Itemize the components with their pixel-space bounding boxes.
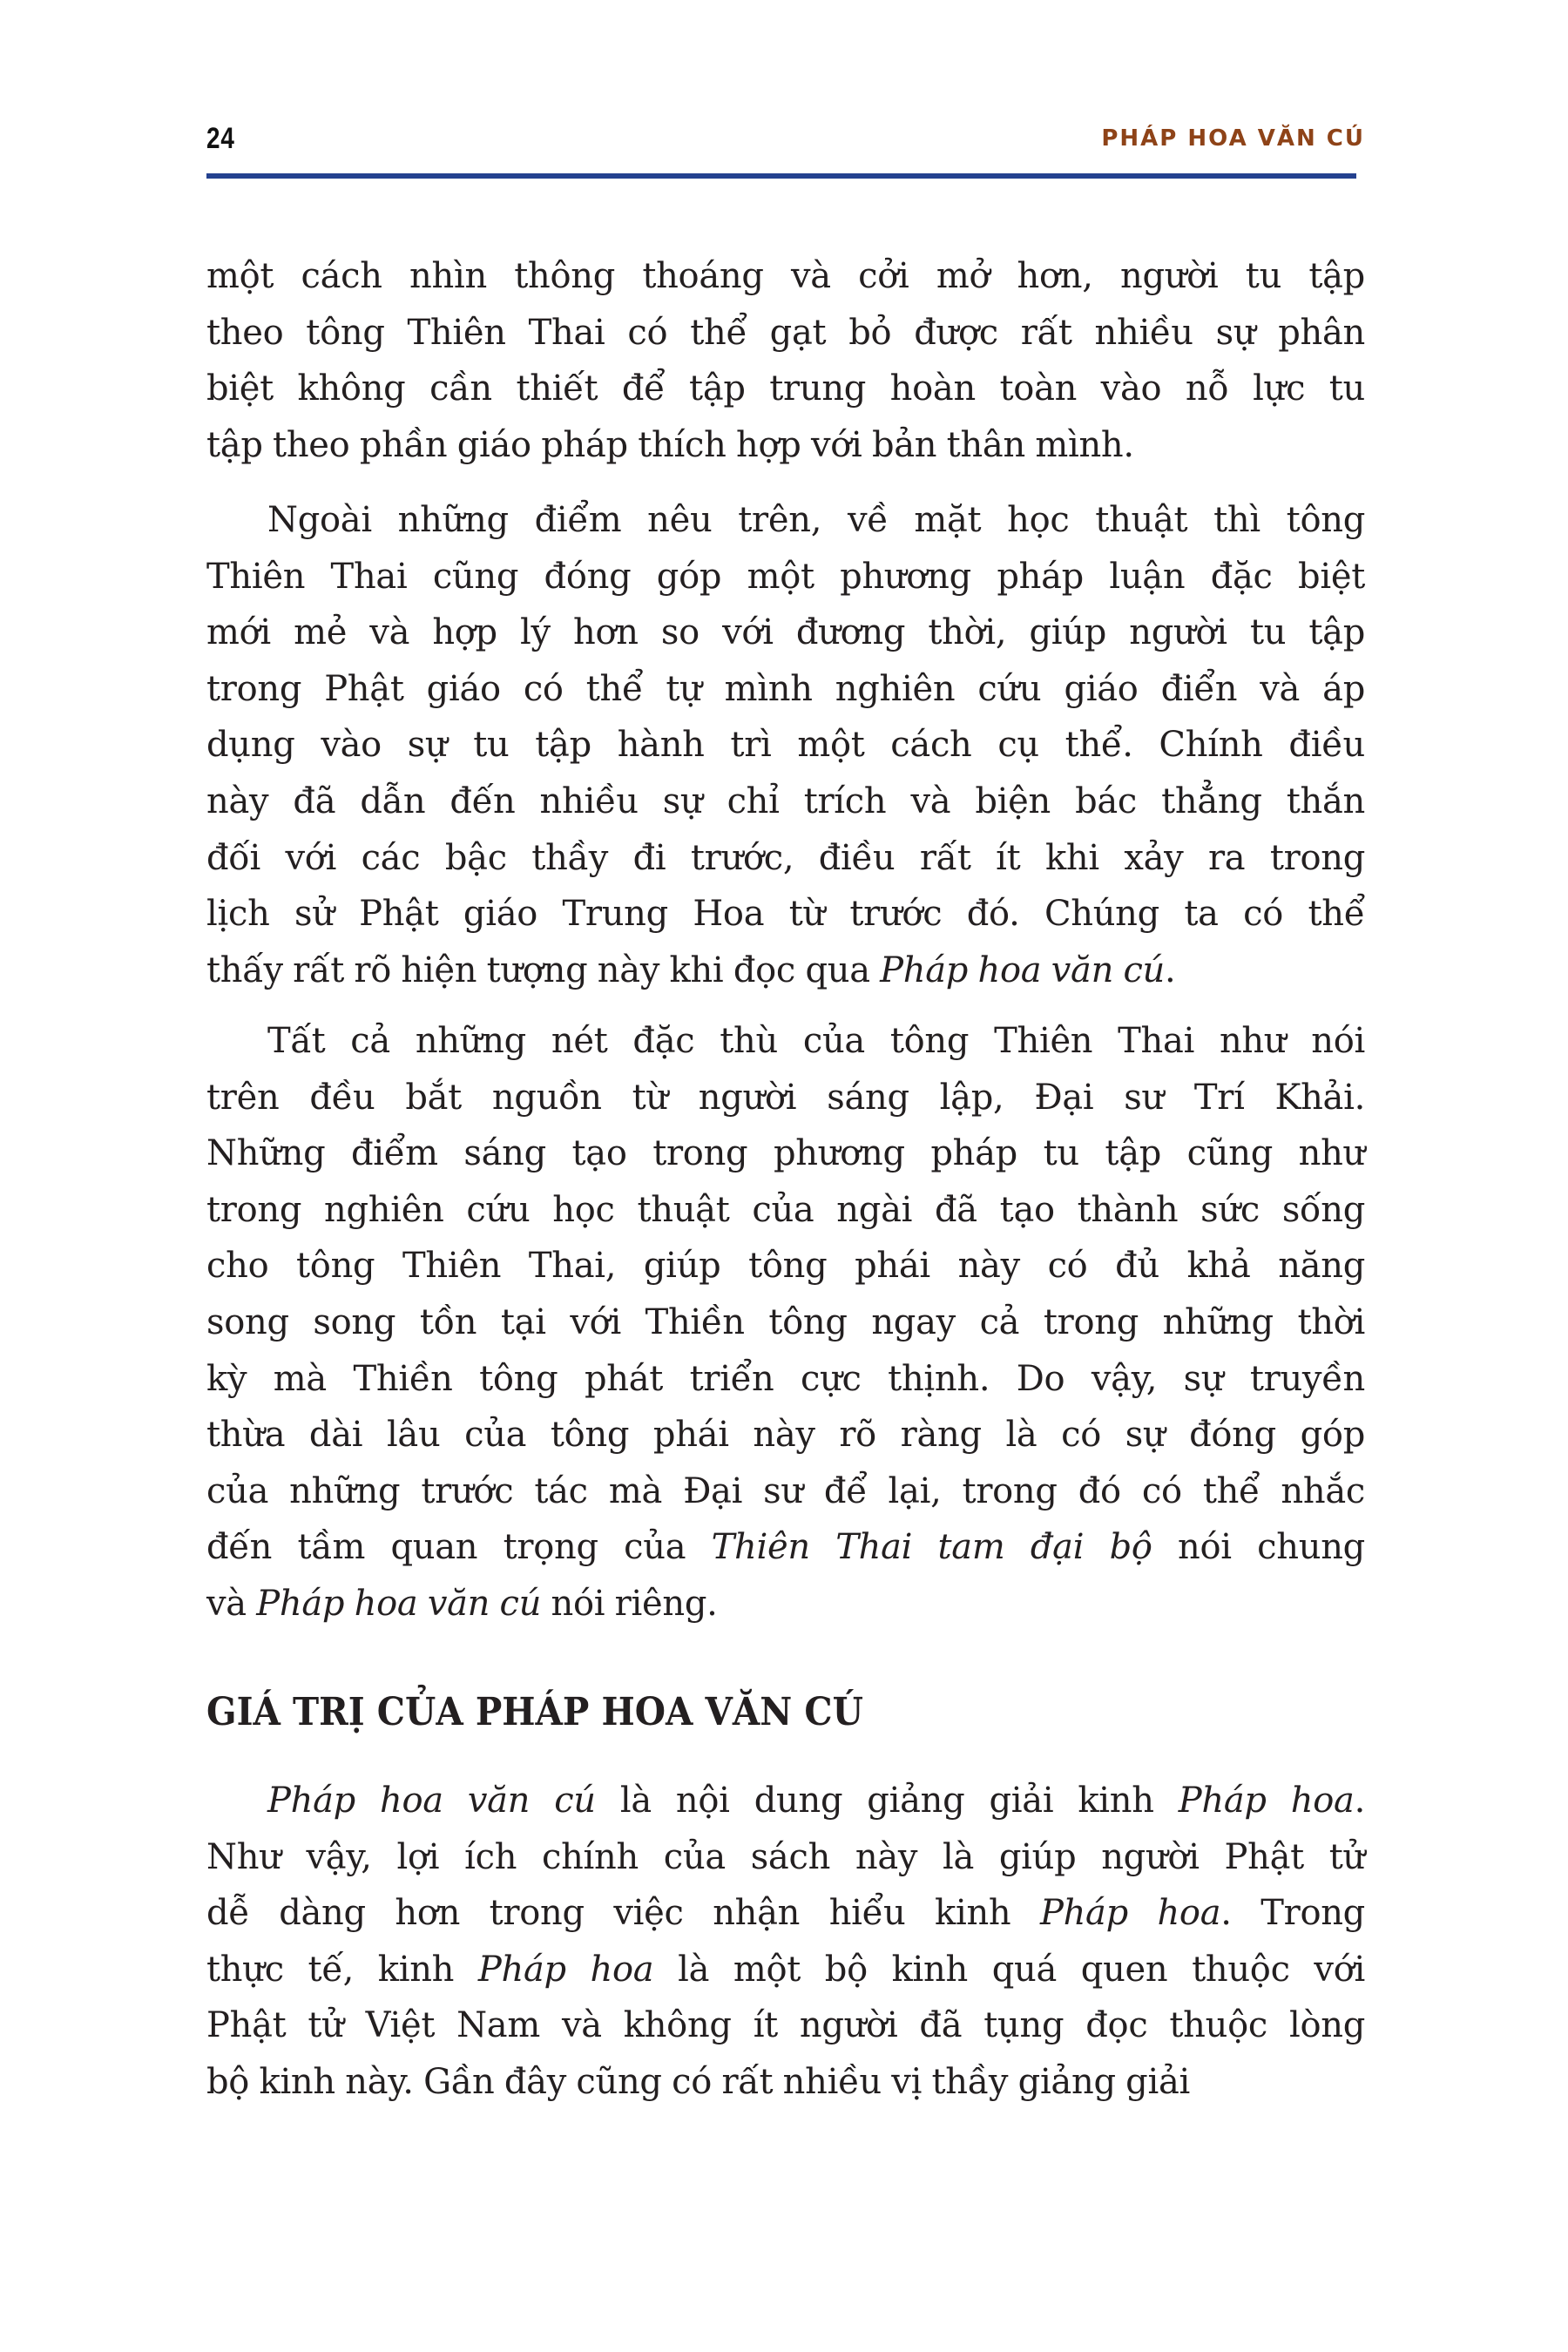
paragraph xyxy=(206,248,1365,473)
text-line xyxy=(206,1238,1365,1294)
text-run: kỳ mà Thiền tông phát triển cực thịnh. Do vậy, sự truyền xyxy=(206,1358,1365,1399)
header-rule xyxy=(206,173,1356,179)
page-number: 24 xyxy=(206,122,235,155)
text-run: và xyxy=(206,1583,257,1624)
italic-title: Pháp hoa văn cú xyxy=(267,1781,596,1821)
text-line xyxy=(206,1942,1365,1998)
text-run: dễ dàng hơn trong việc nhận hiểu kinh xyxy=(206,1893,1040,1934)
text-run: biệt không cần thiết để tập trung hoàn toàn vào nỗ lực tu xyxy=(206,368,1365,409)
text-run: của những trước tác mà Đại sư để lại, trong đó có thể nhắc xyxy=(206,1470,1365,1511)
italic-title: Pháp hoa văn cú xyxy=(880,950,1166,990)
text-run: là nội dung giảng giải kinh xyxy=(595,1781,1179,1821)
text-line xyxy=(206,605,1365,661)
text-line xyxy=(206,1294,1365,1351)
text-line xyxy=(206,774,1365,830)
text-line xyxy=(206,661,1365,718)
text-run: thấy rất rõ hiện tượng này khi đọc qua xyxy=(206,950,881,990)
text-run: theo tông Thiên Thai có thể gạt bỏ được rất nhiều sự phân xyxy=(206,312,1365,353)
text-run: cho tông Thiên Thai, giúp tông phái này có đủ khả năng xyxy=(206,1246,1365,1287)
text-run: . xyxy=(1354,1781,1365,1821)
running-head xyxy=(206,122,1365,164)
text-line xyxy=(206,1125,1365,1182)
text-line xyxy=(206,830,1365,887)
italic-title: Thiên Thai tam đại bộ xyxy=(711,1527,1152,1568)
text-run: này đã dẫn đến nhiều sự chỉ trích và biện bác thẳng thắn xyxy=(206,781,1365,821)
italic-title: Pháp hoa xyxy=(477,1949,654,1990)
text-run: đối với các bậc thầy đi trước, điều rất ít khi xảy ra trong xyxy=(206,837,1365,878)
text-run: . xyxy=(1165,950,1176,990)
text-line xyxy=(206,305,1365,362)
text-line xyxy=(206,886,1365,943)
text-line xyxy=(206,1182,1365,1239)
text-line xyxy=(206,1013,1365,1070)
italic-title: Pháp hoa văn cú xyxy=(256,1583,542,1624)
text-run: Những điểm sáng tạo trong phương pháp tu tập cũng như xyxy=(206,1133,1365,1174)
text-run: nói riêng. xyxy=(541,1583,718,1624)
text-line xyxy=(206,1463,1365,1520)
text-line xyxy=(206,1576,1365,1632)
text-run: Tất cả những nét đặc thù của tông Thiên Thai như nói xyxy=(267,1021,1365,1061)
text-line xyxy=(206,943,1365,999)
text-run: Ngoài những điểm nêu trên, về mặt học thuật thì tông xyxy=(267,500,1365,540)
text-line xyxy=(206,492,1365,549)
text-line xyxy=(206,2054,1365,2111)
text-run: thừa dài lâu của tông phái này rõ ràng là có sự đóng góp xyxy=(206,1415,1365,1456)
text-line xyxy=(206,549,1365,605)
paragraph xyxy=(206,1773,1365,2111)
text-line xyxy=(206,717,1365,774)
text-run: nói chung xyxy=(1152,1527,1365,1568)
section-heading: GIÁ TRỊ CỦA PHÁP HOA VĂN CÚ xyxy=(206,1690,863,1734)
paragraph xyxy=(206,492,1365,998)
text-run: đến tầm quan trọng của xyxy=(206,1527,712,1568)
text-line xyxy=(206,1407,1365,1463)
text-run: là một bộ kinh quá quen thuộc với xyxy=(653,1949,1365,1990)
text-run: mới mẻ và hợp lý hơn so với đương thời, giúp người tu tập xyxy=(206,612,1365,653)
text-line xyxy=(206,417,1365,474)
text-run: bộ kinh này. Gần đây cũng có rất nhiều vị thầy giảng giải xyxy=(206,2061,1191,2102)
text-run: Phật tử Việt Nam và không ít người đã tụng đọc thuộc lòng xyxy=(206,2005,1365,2046)
text-run: tập theo phần giáo pháp thích hợp với bản thân mình. xyxy=(206,424,1134,465)
text-line xyxy=(206,248,1365,305)
text-line xyxy=(206,1351,1365,1408)
running-title: PHÁP HOA VĂN CÚ xyxy=(1101,125,1365,152)
paragraph xyxy=(206,1013,1365,1632)
text-run: Thiên Thai cũng đóng góp một phương pháp luận đặc biệt xyxy=(206,556,1365,597)
text-line xyxy=(206,1997,1365,2054)
text-run: . Trong xyxy=(1220,1893,1365,1934)
text-run: một cách nhìn thông thoáng và cởi mở hơn, người tu tập xyxy=(206,256,1365,296)
text-line xyxy=(206,1829,1365,1886)
text-line xyxy=(206,1070,1365,1126)
text-run: thực tế, kinh xyxy=(206,1949,478,1990)
text-line xyxy=(206,1519,1365,1576)
text-line xyxy=(206,1885,1365,1942)
text-line xyxy=(206,361,1365,417)
text-run: song song tồn tại với Thiền tông ngay cả trong những thời xyxy=(206,1301,1365,1342)
text-run: trên đều bắt nguồn từ người sáng lập, Đại sư Trí Khải. xyxy=(206,1077,1365,1118)
text-run: dụng vào sự tu tập hành trì một cách cụ thể. Chính điều xyxy=(206,725,1365,766)
text-run: trong nghiên cứu học thuật của ngài đã tạo thành sức sống xyxy=(206,1189,1365,1230)
text-run: trong Phật giáo có thể tự mình nghiên cứu giáo điển và áp xyxy=(206,668,1365,709)
italic-title: Pháp hoa xyxy=(1039,1893,1221,1934)
text-run: lịch sử Phật giáo Trung Hoa từ trước đó. Chúng ta có thể xyxy=(206,894,1365,935)
text-run: Như vậy, lợi ích chính của sách này là giúp người Phật tử xyxy=(206,1836,1365,1877)
italic-title: Pháp hoa xyxy=(1178,1781,1355,1821)
text-line xyxy=(206,1773,1365,1829)
